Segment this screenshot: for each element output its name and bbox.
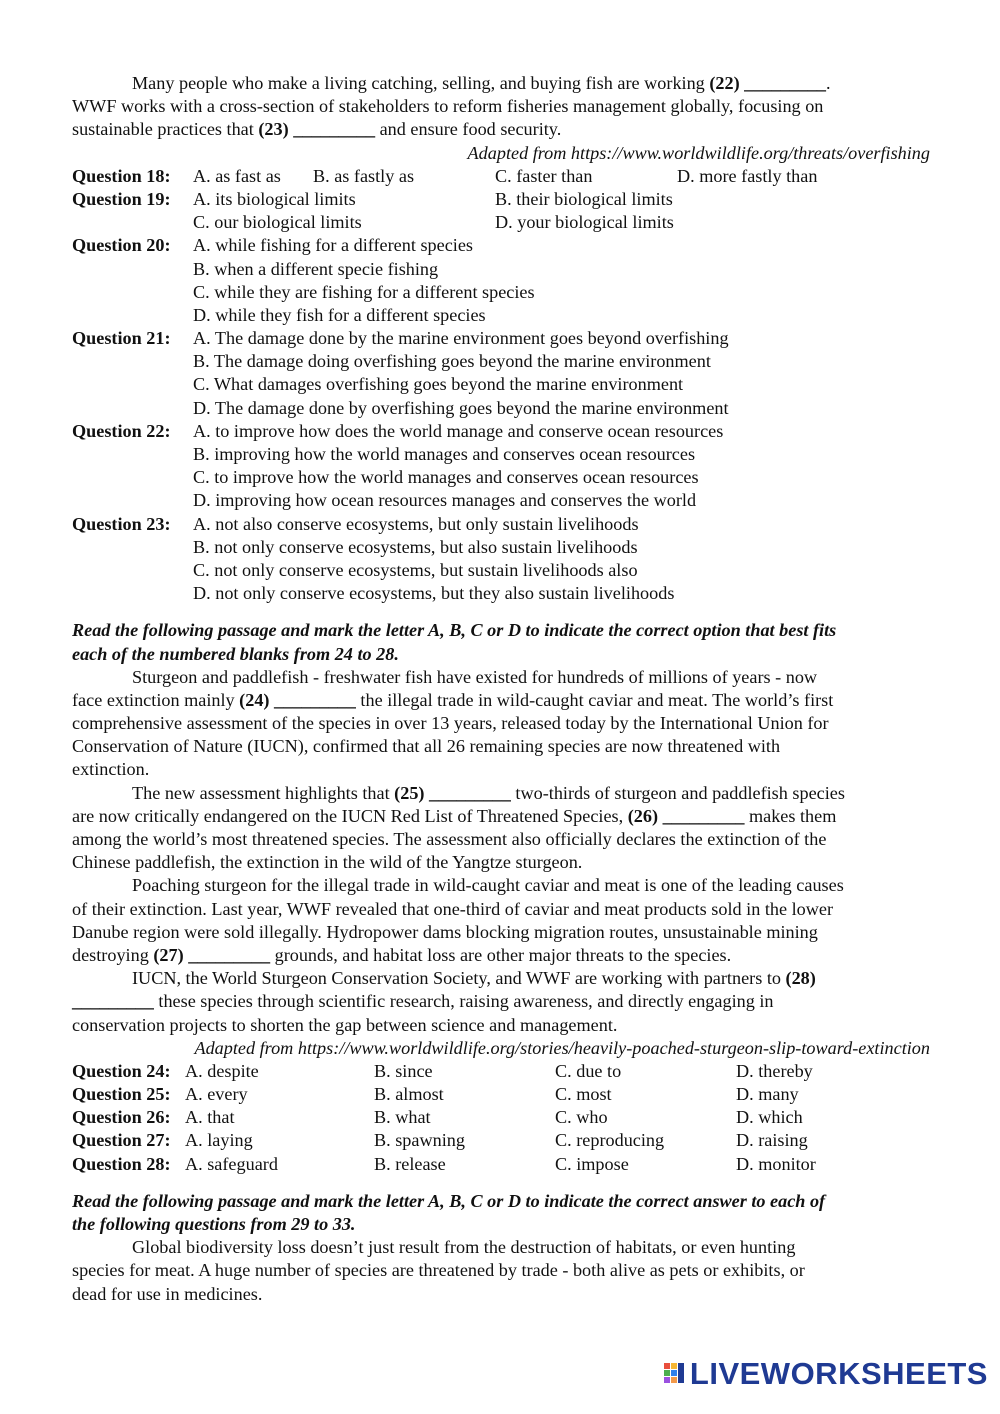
option-c[interactable]: C. not only conserve ecosystems, but sustain livelihoods also (193, 559, 638, 580)
blank-25: (25) _________ (394, 782, 511, 803)
passage-line: Sturgeon and paddlefish - freshwater fish have existed for hundreds of millions of years - now (132, 666, 818, 687)
blank-28-line: _________ (72, 991, 154, 1012)
passage-line: _________ these species through scientific research, raising awareness, and directly engaging in (72, 991, 774, 1012)
option-d[interactable]: D. raising (736, 1130, 808, 1151)
option-b[interactable]: B. spawning (374, 1130, 465, 1151)
option-c[interactable]: C. who (555, 1107, 608, 1128)
option-d[interactable]: D. The damage done by overfishing goes beyond the marine environment (193, 397, 729, 418)
option-d[interactable]: D. while they fish for a different species (193, 304, 486, 325)
option-b[interactable]: B. The damage doing overfishing goes beyond the marine environment (193, 351, 711, 372)
option-b[interactable]: B. what (374, 1107, 431, 1128)
passage-line: The new assessment highlights that (25) _________ two-thirds of sturgeon and paddlefish species (132, 782, 845, 803)
option-b[interactable]: B. their biological limits (495, 188, 673, 209)
passage-line: are now critically endangered on the IUCN Red List of Threatened Species, (26) _________ makes them (72, 805, 837, 826)
question-21: Question 21: A. The damage done by the marine environment goes beyond overfishing (72, 327, 930, 350)
option-c[interactable]: C. What damages overfishing goes beyond the marine environment (193, 374, 684, 395)
section-heading: Read the following passage and mark the letter A, B, C or D to indicate the correct answer to each of (72, 1190, 826, 1211)
question-18: Question 18: A. as fast as B. as fastly as C. faster than D. more fastly than (72, 165, 930, 188)
option-c[interactable]: C. our biological limits (193, 212, 362, 233)
source-citation: Adapted from https://www.worldwildlife.org/threats/overfishing (467, 142, 930, 163)
blank-24: (24) _________ (239, 689, 356, 710)
passage-line: sustainable practices that (23) _________ and ensure food security. (72, 119, 562, 140)
option-a[interactable]: A. laying (185, 1130, 253, 1151)
option-b[interactable]: B. since (374, 1060, 433, 1081)
option-a[interactable]: A. despite (185, 1060, 259, 1081)
option-a[interactable]: A. to improve how does the world manage and conserve ocean resources (193, 420, 724, 441)
passage-line: WWF works with a cross-section of stakeholders to reform fisheries management globally, focusing on (72, 96, 824, 117)
passage-line: extinction. (72, 759, 150, 780)
passage-line: dead for use in medicines. (72, 1283, 263, 1304)
option-c[interactable]: C. due to (555, 1060, 622, 1081)
passage-line: face extinction mainly (24) _________ the illegal trade in wild-caught caviar and meat. The world’s first (72, 689, 834, 710)
section-heading: the following questions from 29 to 33. (72, 1214, 356, 1234)
passage-line: IUCN, the World Sturgeon Conservation Society, and WWF are working with partners to (28) (132, 968, 816, 989)
blank-26: (26) _________ (627, 805, 745, 826)
option-c[interactable]: C. impose (555, 1153, 629, 1174)
option-d[interactable]: D. which (736, 1107, 803, 1128)
option-a[interactable]: A. while fishing for a different species (193, 235, 473, 256)
liveworksheets-logo (664, 1356, 988, 1392)
question-23: Question 23: A. not also conserve ecosystems, but only sustain livelihoods (72, 513, 930, 536)
passage-line: conservation projects to shorten the gap between science and management. (72, 1014, 618, 1035)
logo-icon (664, 1359, 686, 1389)
option-b[interactable]: B. as fastly as (313, 165, 415, 186)
option-c[interactable]: C. reproducing (555, 1130, 665, 1151)
option-a[interactable]: A. safeguard (185, 1153, 278, 1174)
passage-line: Global biodiversity loss doesn’t just result from the destruction of habitats, or even hunting (132, 1237, 796, 1258)
blank-22: (22) _________ (709, 73, 827, 93)
question-26: Question 26: A. that B. what C. who D. which (72, 1106, 930, 1129)
option-d[interactable]: D. not only conserve ecosystems, but they also sustain livelihoods (193, 583, 675, 604)
option-a[interactable]: A. as fast as (193, 165, 281, 186)
passage-line: Many people who make a living catching, selling, and buying fish are working (22) _________. (132, 73, 831, 93)
option-d[interactable]: D. your biological limits (495, 212, 674, 233)
option-c[interactable]: C. while they are fishing for a different species (193, 281, 535, 302)
option-d[interactable]: D. more fastly than (677, 165, 818, 186)
passage-line: of their extinction. Last year, WWF revealed that one-third of caviar and meat products sold in the lower (72, 898, 834, 919)
passage-line: species for meat. A huge number of species are threatened by trade - both alive as pets or exhibits, or (72, 1260, 805, 1281)
passage-line: Danube region were sold illegally. Hydropower dams blocking migration routes, unsustainable mining (72, 921, 818, 942)
passage-line: among the world’s most threatened species. The assessment also officially declares the extinction of the (72, 829, 827, 849)
option-b[interactable]: B. improving how the world manages and conserves ocean resources (193, 444, 696, 464)
option-d[interactable]: D. monitor (736, 1153, 816, 1174)
option-d[interactable]: D. many (736, 1084, 799, 1105)
blank-28: (28) (785, 968, 816, 989)
source-citation: Adapted from https://www.worldwildlife.org/stories/heavily-poached-sturgeon-slip-toward-extinction (194, 1037, 930, 1058)
blank-23: (23) _________ (258, 119, 376, 140)
option-b[interactable]: B. not only conserve ecosystems, but also sustain livelihoods (193, 536, 638, 557)
option-c[interactable]: C. faster than (495, 165, 593, 186)
blank-27: (27) _________ (153, 944, 271, 965)
option-c[interactable]: C. most (555, 1084, 612, 1105)
logo-text: LIVEWORKSHEETS (689, 1356, 988, 1391)
option-d[interactable]: D. improving how ocean resources manages and conserves the world (193, 490, 697, 511)
option-a[interactable]: A. that (185, 1107, 235, 1128)
question-24: Question 24: A. despite B. since C. due to D. thereby (72, 1060, 930, 1083)
option-b[interactable]: B. when a different specie fishing (193, 258, 439, 279)
question-19: Question 19: A. its biological limits B. their biological limits (72, 188, 930, 211)
option-b[interactable]: B. release (374, 1153, 446, 1174)
section-heading: Read the following passage and mark the letter A, B, C or D to indicate the correct option that best fits (72, 620, 837, 641)
passage-line: Chinese paddlefish, the extinction in the wild of the Yangtze sturgeon. (72, 852, 583, 873)
section-heading: each of the numbered blanks from 24 to 28. (72, 643, 399, 664)
passage-line: Poaching sturgeon for the illegal trade in wild-caught caviar and meat is one of the leading causes (132, 875, 844, 896)
worksheet-page (72, 72, 930, 1306)
option-a[interactable]: A. its biological limits (193, 188, 356, 209)
question-25: Question 25: A. every B. almost C. most D. many (72, 1083, 930, 1106)
passage-line: destroying (27) _________ grounds, and habitat loss are other major threats to the species. (72, 944, 732, 965)
option-a[interactable]: A. every (185, 1084, 248, 1105)
question-27: Question 27: A. laying B. spawning C. reproducing D. raising (72, 1129, 930, 1152)
option-c[interactable]: C. to improve how the world manages and conserves ocean resources (193, 467, 699, 488)
option-a[interactable]: A. not also conserve ecosystems, but only sustain livelihoods (193, 513, 639, 534)
option-d[interactable]: D. thereby (736, 1060, 813, 1081)
passage-line: Conservation of Nature (IUCN), confirmed that all 26 remaining species are now threatened with (72, 736, 781, 757)
question-22: Question 22: A. to improve how does the world manage and conserve ocean resources (72, 420, 930, 443)
option-a[interactable]: A. The damage done by the marine environment goes beyond overfishing (193, 328, 729, 349)
option-b[interactable]: B. almost (374, 1084, 444, 1105)
question-28: Question 28: A. safeguard B. release C. impose D. monitor (72, 1153, 930, 1176)
passage-line: comprehensive assessment of the species in over 13 years, released today by the International Union for (72, 713, 829, 734)
question-20: Question 20: A. while fishing for a different species (72, 234, 930, 257)
